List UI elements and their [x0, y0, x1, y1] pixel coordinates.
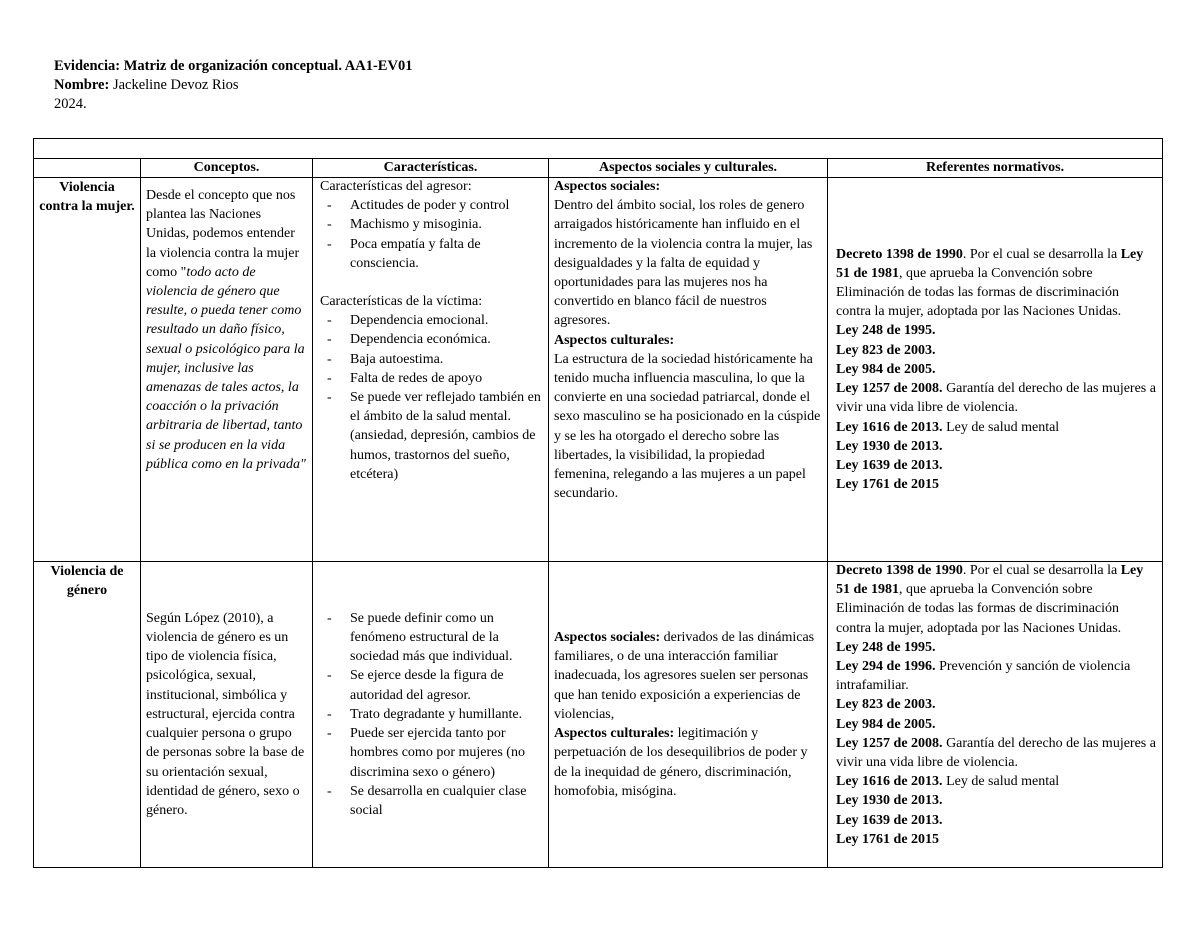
reference-name: Ley 1639 de 2013.	[836, 812, 943, 828]
reference-name: Ley 1616 de 2013.	[836, 419, 943, 435]
social-aspects-text: Dentro del ámbito social, los roles de genero arraigados históricamente han influido en el incremento de la violencia contra la mujer, las desigualdades y la falta de equidad y oportunidades para las mujeres nos ha convertido en blanco fácil de nuestros agresores.	[554, 198, 813, 329]
reference-name: Ley 1761 de 2015	[836, 477, 940, 493]
reference-name: Ley 51 de 1981	[836, 563, 1144, 598]
reference-item	[836, 734, 1157, 772]
list-item: - Se puede ver reflejado también en el ámbito de la salud mental. (ansiedad, depresión, cambios de humos, trastornos del sueño, etcétera)	[320, 388, 543, 484]
column-header-aspects: Aspectos sociales y culturales.	[549, 159, 828, 178]
column-header-concepts: Conceptos.	[141, 159, 313, 178]
list-item: - Falta de redes de apoyo	[320, 369, 543, 388]
reference-text: Prevención y sanción de violencia intrafamiliar.	[836, 659, 1131, 694]
reference-name: Ley 1761 de 2015	[836, 831, 940, 847]
reference-name: Ley 51 de 1981	[836, 246, 1144, 281]
social-aspects-label: Aspectos sociales:	[554, 179, 661, 194]
student-name: Jackeline Devoz Rios	[112, 77, 239, 93]
aspects-cell	[549, 178, 828, 562]
list-item: - Trato degradante y humillante.	[320, 705, 543, 724]
reference-text: Ley de salud mental	[942, 419, 1060, 435]
references-cell	[828, 178, 1163, 562]
cultural-aspects-label: Aspectos culturales:	[554, 726, 675, 742]
list-item: - Se puede definir como un fenómeno estructural de la sociedad más que individual.	[320, 609, 543, 667]
list-item: - Actitudes de poder y control	[320, 196, 543, 215]
reference-item	[836, 772, 1157, 791]
reference-name: Ley 294 de 1996.	[836, 659, 936, 675]
reference-name: Ley 984 de 2005.	[836, 361, 936, 377]
evidence-label: Evidencia:	[54, 58, 121, 74]
reference-name: Ley 823 de 2003.	[836, 342, 936, 358]
spacer	[320, 273, 543, 292]
aggressor-title: Características del agresor:	[320, 179, 472, 194]
reference-item	[836, 638, 1157, 657]
reference-item	[836, 715, 1157, 734]
characteristics-cell	[313, 178, 549, 562]
reference-item	[836, 475, 1157, 494]
reference-name: Ley 823 de 2003.	[836, 697, 936, 713]
cultural-aspects-text: La estructura de la sociedad históricamente ha tenido mucha influencia masculina, lo que la convierte en una sociedad patriarcal, donde el sexo masculino se ha posicionado en la cúspide y se les ha otorgado el derecho sobre las libertades, la visibilidad, la propiedad femenina, relegando a las mujeres a un papel secundario.	[554, 351, 821, 502]
aspects-cell	[549, 562, 828, 868]
list-item: - Se ejerce desde la figura de autoridad del agresor.	[320, 666, 543, 704]
reference-item	[836, 791, 1157, 810]
conceptual-matrix-table	[33, 138, 1163, 868]
reference-text: , que aprueba la Convención sobre Eliminación de todas las formas de discriminación contra la mujer, adoptada por las Naciones Unidas.	[836, 265, 1122, 320]
reference-text: . Por el cual se desarrolla la	[962, 563, 1121, 578]
reference-text: , que aprueba la Convención sobre Eliminación de todas las formas de discriminación contra la mujer, adoptada por las Naciones Unidas.	[836, 582, 1122, 636]
social-aspects	[554, 628, 822, 724]
table-row	[34, 178, 1163, 562]
document-header	[54, 57, 412, 114]
list-item: - Baja autoestima.	[320, 350, 543, 369]
reference-text: . Por el cual se desarrolla la	[962, 246, 1121, 262]
reference-name: Ley 1257 de 2008.	[836, 735, 943, 751]
row-label-gender-violence: Violencia de género	[34, 562, 141, 868]
characteristics-list	[320, 609, 543, 820]
references-block	[836, 245, 1157, 322]
reference-item	[836, 360, 1157, 379]
reference-name: Decreto 1398 de 1990	[836, 246, 963, 262]
reference-name: Ley 1616 de 2013.	[836, 774, 943, 790]
reference-item	[836, 657, 1157, 695]
victim-title: Características de la víctima:	[320, 294, 483, 310]
social-aspects-text: derivados de las dinámicas familiares, o de una interacción familiar inadecuada, los agresores suelen ser personas que han tenido exposición a experiencias de violencias,	[554, 630, 815, 722]
reference-text: Garantía del derecho de las mujeres a vivir una vida libre de violencia.	[836, 735, 1156, 771]
list-item: - Puede ser ejercida tanto por hombres como por mujeres (no discrimina sexo o género)	[320, 724, 543, 782]
reference-text: Garantía del derecho de las mujeres a vivir una vida libre de violencia.	[836, 381, 1156, 416]
list-item: - Dependencia emocional.	[320, 311, 543, 330]
cultural-aspects-label: Aspectos culturales:	[554, 332, 675, 348]
concept-text: Desde el concepto que nos plantea las Naciones Unidas, podemos entender la violencia contra la mujer como "	[146, 188, 300, 280]
social-aspects-label: Aspectos sociales:	[554, 630, 661, 646]
column-header-characteristics: Características.	[313, 159, 549, 178]
reference-item	[836, 456, 1157, 475]
reference-item	[836, 695, 1157, 714]
reference-item	[836, 830, 1157, 849]
name-label: Nombre:	[54, 77, 110, 93]
reference-name: Ley 1257 de 2008.	[836, 381, 943, 397]
reference-text: Ley de salud mental	[942, 774, 1060, 790]
cultural-aspects	[554, 724, 822, 801]
list-item: - Se desarrolla en cualquier clase social	[320, 782, 543, 820]
column-header-references: Referentes normativos.	[828, 159, 1163, 178]
reference-item	[836, 321, 1157, 340]
references-cell	[828, 562, 1163, 868]
reference-name: Ley 1639 de 2013.	[836, 457, 943, 473]
table-row	[34, 562, 1163, 868]
list-item: - Dependencia económica.	[320, 330, 543, 349]
table-header-row	[34, 159, 1163, 178]
reference-item	[836, 811, 1157, 830]
reference-item	[836, 341, 1157, 360]
reference-name: Ley 1930 de 2013.	[836, 438, 943, 454]
list-item: - Machismo y misoginia.	[320, 215, 543, 234]
concept-text: Según López (2010), a violencia de género es un tipo de violencia física, psicológica, sexual, institucional, simbólica y estructural, ejercida contra cualquier persona o grupo de personas sobre la base de su orientación sexual, identidad de género, sexo o género.	[146, 610, 305, 818]
characteristics-cell	[313, 562, 549, 868]
reference-name: Decreto 1398 de 1990	[836, 563, 963, 578]
reference-name: Ley 984 de 2005.	[836, 716, 936, 732]
concept-quote: todo acto de violencia de género que resulte, o pueda tener como resultado un daño físico, sexual o psicológico para la mujer, inclusive las amenazas de tales actos, la coacción o la privación arbitraria de libertad, tanto si se producen en la vida pública como en la privada"	[146, 264, 306, 472]
name-line	[54, 76, 412, 95]
references-block	[836, 561, 1157, 638]
cultural-aspects-text: legitimación y perpetuación de los desequilibrios de poder y de la inequidad de género, discriminación, homofobia, misógina.	[554, 726, 808, 799]
reference-item	[836, 437, 1157, 456]
header-empty-cell	[34, 159, 141, 178]
reference-item	[836, 379, 1157, 417]
reference-name: Ley 1930 de 2013.	[836, 793, 943, 809]
evidence-line	[54, 57, 412, 76]
evidence-title: Matriz de organización conceptual. AA1-EV01	[123, 58, 413, 74]
table-blank-row	[34, 139, 1163, 159]
concept-cell	[141, 562, 313, 868]
victim-list	[320, 311, 543, 484]
reference-item	[836, 418, 1157, 437]
aggressor-list	[320, 196, 543, 273]
concept-cell	[141, 178, 313, 562]
row-label-violence-against-women: Violencia contra la mujer.	[34, 178, 141, 562]
year: 2024.	[54, 96, 87, 112]
reference-name: Ley 248 de 1995.	[836, 639, 936, 655]
reference-name: Ley 248 de 1995.	[836, 323, 936, 339]
list-item: - Poca empatía y falta de consciencia.	[320, 235, 543, 273]
blank-cell	[34, 139, 1163, 159]
